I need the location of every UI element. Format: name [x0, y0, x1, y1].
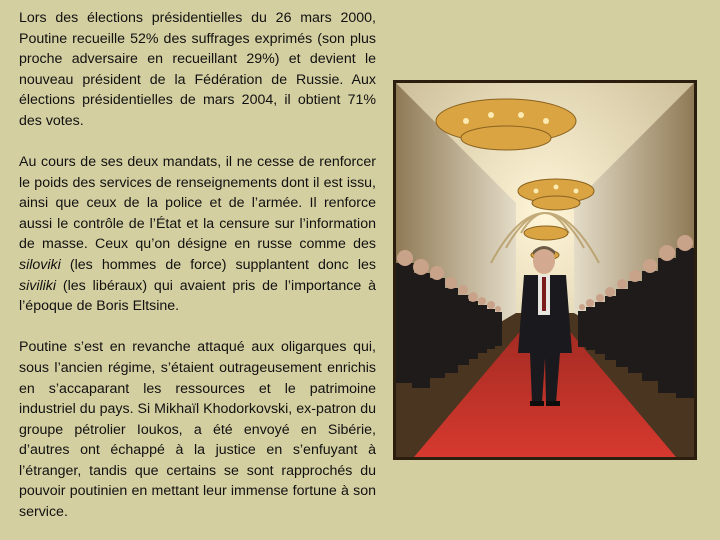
paragraph-mandats-part-2: (les hommes de force) supplantent donc les: [60, 257, 376, 274]
article-text: [19, 8, 376, 523]
paragraph-oligarques: Poutine s’est en revanche attaqué aux oligarques qui, sous l’ancien régime, s’étaient outrageusement enrichis en s’accaparant les ressources et le patrimoine industriel du pays. Si Mikhaïl Khodorkovski, ex-patron du groupe pétrolier Ioukos, a été envoyé en Sibérie, d’autres ont échappé à la justice en s’enfuyant à l’étranger, tandis que certains se sont rapprochés du pouvoir poutinien en mettant leur immense fortune à son service.: [19, 339, 376, 521]
photo-inauguration-icon: [396, 83, 694, 457]
photo-inauguration: [393, 80, 697, 460]
paragraph-mandats: [19, 152, 376, 317]
paragraph-mandats-part-3: (les libéraux) qui avaient pris de l’importance à l’époque de Boris Eltsine.: [19, 277, 376, 315]
paragraph-elections: Lors des élections présidentielles du 26 mars 2000, Poutine recueille 52% des suffrages exprimés (son plus proche adversaire en recueillant 29%) et devient le nouveau président de la Fédération de Russie. Aux élections présidentielles de mars 2004, il obtient 71% des votes.: [19, 10, 376, 129]
paragraph-mandats-part-1: Au cours de ses deux mandats, il ne cesse de renforcer le poids des services de renseignements dont il est issu, ainsi que ceux de la police et de l’armée. Il renforce aussi le contrôle de l’État et la censure sur l’information de masse. Ceux qu’on désigne en russe comme des: [19, 154, 376, 253]
term-siloviki: siloviki: [19, 257, 61, 274]
term-siviliki: siviliki: [19, 277, 57, 294]
